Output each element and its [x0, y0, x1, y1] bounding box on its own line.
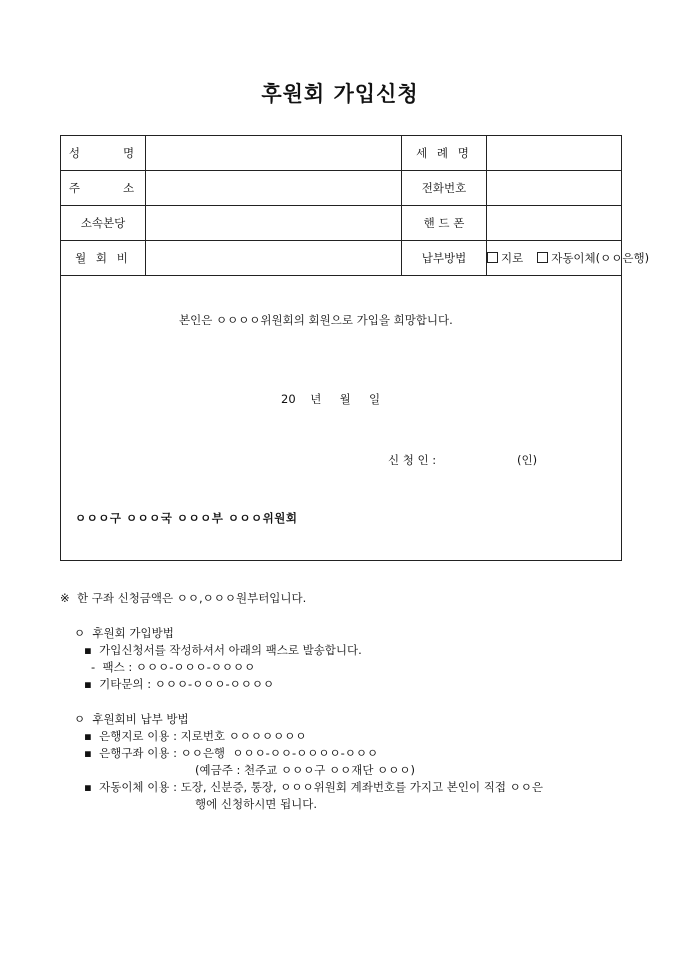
- join-heading: ㅇ 후원회 가입방법: [74, 626, 174, 640]
- field-phone[interactable]: [487, 171, 622, 206]
- form-row-address: [61, 171, 622, 206]
- label-monthly-fee: 월 회 비: [61, 241, 146, 276]
- list-item: ▪ 은행지로 이용 : 지로번호 ㅇㅇㅇㅇㅇㅇㅇ: [84, 729, 307, 743]
- list-item-continuation: 행에 신청하시면 됩니다.: [195, 797, 318, 811]
- form-row-parish: [61, 206, 622, 241]
- list-item: ▪ 자동이체 이용 : 도장, 신분증, 통장, ㅇㅇㅇ위원회 계좌번호를 가지고 본인이 직접 ㅇㅇ은: [84, 780, 543, 794]
- list-item: ▪ 은행구좌 이용 : ㅇㅇ은행 ㅇㅇㅇ-ㅇㅇ-ㅇㅇㅇㅇ-ㅇㅇㅇ: [84, 746, 379, 760]
- option-giro-label: 지로: [501, 251, 524, 265]
- form-row-fee: [61, 241, 622, 276]
- label-parish: 소속본당: [61, 206, 146, 241]
- application-form: [60, 135, 650, 561]
- page-title: 후원회 가입신청: [261, 81, 419, 106]
- field-baptismal-name[interactable]: [487, 136, 622, 171]
- field-address[interactable]: [146, 171, 402, 206]
- fax-line: - 팩스 : ㅇㅇㅇ-ㅇㅇㅇ-ㅇㅇㅇㅇ: [91, 660, 256, 674]
- checkbox-giro[interactable]: [487, 252, 498, 263]
- field-parish[interactable]: [146, 206, 402, 241]
- notes-section: [60, 590, 543, 813]
- field-name[interactable]: [146, 136, 402, 171]
- checkbox-auto-transfer[interactable]: [537, 252, 548, 263]
- date-line: 20 년 월 일: [281, 392, 381, 406]
- option-auto-transfer-label: 자동이체(ㅇㅇ은행): [551, 251, 650, 265]
- list-item: ▪ 기타문의 : ㅇㅇㅇ-ㅇㅇㅇ-ㅇㅇㅇㅇ: [84, 677, 275, 691]
- account-holder: (예금주 : 천주교 ㅇㅇㅇ구 ㅇㅇ재단 ㅇㅇㅇ): [195, 763, 415, 777]
- field-mobile[interactable]: [487, 206, 622, 241]
- organization-name: ㅇㅇㅇ구 ㅇㅇㅇ국 ㅇㅇㅇ부 ㅇㅇㅇ위원회: [75, 511, 298, 525]
- label-address: 주 소: [61, 171, 146, 206]
- form-row-name: [61, 136, 622, 171]
- min-amount-note: ※ 한 구좌 신청금액은 ㅇㅇ,ㅇㅇㅇ원부터입니다.: [60, 591, 307, 605]
- label-mobile: 핸 드 폰: [402, 206, 487, 241]
- label-baptismal-name: 세 례 명: [402, 136, 487, 171]
- form-row-statement: [61, 276, 622, 561]
- pay-heading: ㅇ 후원회비 납부 방법: [74, 712, 189, 726]
- field-payment-method: [487, 241, 650, 276]
- statement-area: [61, 276, 622, 561]
- list-item: ▪ 가입신청서를 작성하셔서 아래의 팩스로 발송합니다.: [84, 643, 362, 657]
- applicant-label: 신 청 인 :: [388, 453, 437, 467]
- seal-mark: (인): [517, 453, 538, 467]
- label-payment-method: 납부방법: [402, 241, 487, 276]
- statement-text: 본인은 ㅇㅇㅇㅇ위원회의 회원으로 가입을 희망합니다.: [179, 313, 453, 327]
- label-phone: 전화번호: [402, 171, 487, 206]
- label-name: 성 명: [61, 136, 146, 171]
- field-monthly-fee[interactable]: [146, 241, 402, 276]
